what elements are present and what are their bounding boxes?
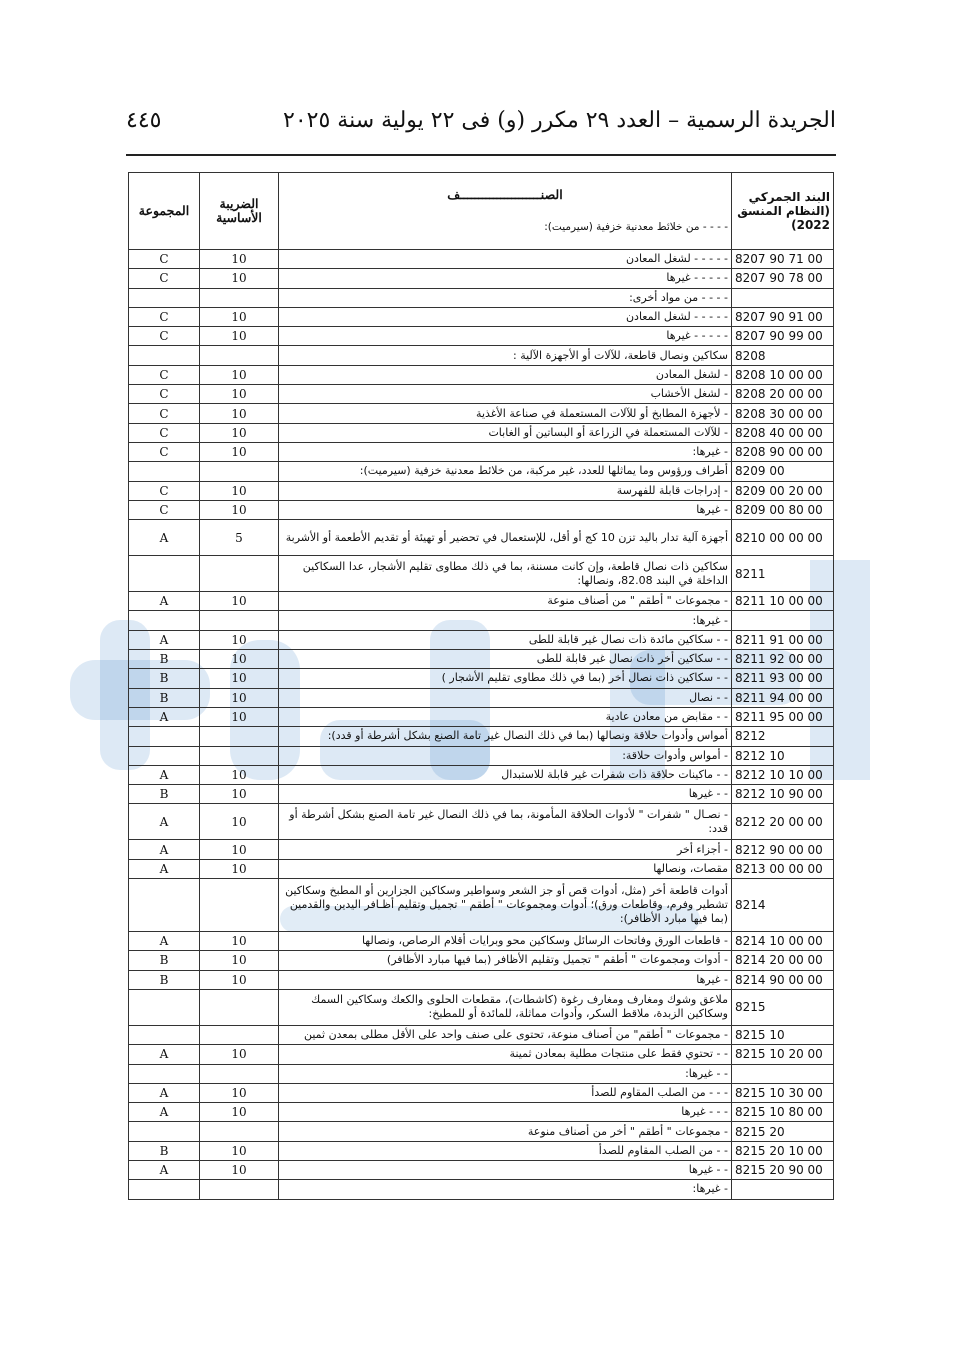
group-cell: B [129,688,200,707]
page-header [126,104,836,144]
group-cell: C [129,307,200,326]
group-cell: A [129,859,200,878]
code-cell: 8208 90 00 00 [732,442,834,461]
rate-cell: 10 [200,859,279,878]
table-row [129,556,834,592]
group-cell: B [129,669,200,688]
rate-cell: 10 [200,630,279,649]
code-cell: 8211 93 00 00 [732,669,834,688]
group-cell: A [129,1160,200,1179]
code-cell: 8215 20 [732,1122,834,1141]
table-row [129,727,834,746]
rate-cell [200,989,279,1025]
code-cell: 8207 90 71 00 [732,250,834,269]
table-row [129,1141,834,1160]
table-row [129,1025,834,1044]
group-cell: B [129,785,200,804]
rate-cell: 10 [200,840,279,859]
table-row [129,932,834,951]
rate-cell: 10 [200,404,279,423]
desc-cell: - أدوات ومجموعات " أطقم " تجميل وتقليم الأظافر (بما فيها مبارد الأظافر) [279,951,732,970]
rate-cell: 10 [200,423,279,442]
group-cell: A [129,932,200,951]
group-cell: B [129,650,200,669]
code-cell: 8211 [732,556,834,592]
desc-cell: - - من الصلب المقاوم للصدأ [279,1141,732,1160]
desc-cell: - أجزاء أخر [279,840,732,859]
table-row [129,1083,834,1102]
table-row [129,346,834,365]
rate-cell [200,727,279,746]
table-row [129,1180,834,1199]
rate-cell: 10 [200,785,279,804]
code-cell: 8210 00 00 00 [732,520,834,556]
table-row [129,746,834,765]
code-cell: 8215 10 80 00 [732,1103,834,1122]
group-cell [129,879,200,932]
desc-cell: أجهزة آلية تدار باليد تزن 10 كج أو أقل، للإستعمال في تحضير أو تهيئة أو تقديم الأطعمة أو الأشربة [279,520,732,556]
code-cell: 8215 20 90 00 [732,1160,834,1179]
group-cell [129,1064,200,1083]
group-cell: A [129,520,200,556]
code-cell: 8211 10 00 00 [732,592,834,611]
rate-cell [200,462,279,481]
group-cell [129,288,200,307]
table-row [129,1122,834,1141]
table-row [129,989,834,1025]
desc-cell: أمواس وأدوات حلاقة ونصالها (بما في ذلك النصال غير تامة الصنع بشكل أشرطة أو قدد): [279,727,732,746]
group-cell: C [129,327,200,346]
header-note: - - - - من خلائط معدنية خزفية (سيرميت): [544,221,728,233]
code-cell: 8212 20 00 00 [732,804,834,840]
table-row [129,442,834,461]
desc-cell: - إدراجات قابلة للفهرسة [279,481,732,500]
rate-cell: 10 [200,592,279,611]
desc-cell: - - ماكينات حلاقة ذات شفرات غير قابلة للاستبدال [279,765,732,784]
group-cell: A [129,707,200,726]
table-row [129,307,834,326]
group-cell: A [129,1083,200,1102]
rate-cell: 10 [200,500,279,519]
desc-cell: - - نصال [279,688,732,707]
group-cell: A [129,1103,200,1122]
desc-cell: - غيرها [279,500,732,519]
group-cell: C [129,423,200,442]
desc-cell: - للآلات المستعملة في الزراعة أو البساتين أو الغابات [279,423,732,442]
desc-cell: - غيرها: [279,1180,732,1199]
group-cell [129,346,200,365]
table-row [129,500,834,519]
desc-cell: - - - - - غيرها [279,327,732,346]
group-cell: B [129,970,200,989]
code-cell: 8214 90 00 00 [732,970,834,989]
table-row [129,423,834,442]
table-row [129,879,834,932]
desc-cell: - نصـال " شفرات " لأدوات الحلاقة المأمونة، بما في ذلك النصال غير تامة الصنع بشكل أشرطة أو قدد: [279,804,732,840]
table-row [129,462,834,481]
group-cell: C [129,385,200,404]
group-cell: A [129,630,200,649]
table-row [129,250,834,269]
desc-cell: - - تحتوي فقط على منتجات مطلية بمعادن ثمينة [279,1045,732,1064]
table-row [129,859,834,878]
desc-cell: - أمواس وأدوات حلاقة: [279,746,732,765]
code-cell: 8211 92 00 00 [732,650,834,669]
desc-cell: - - - - - لشغل المعادن [279,307,732,326]
code-cell: 8207 90 78 00 [732,269,834,288]
table-row [129,1064,834,1083]
header-rate: الضريبة الأساسية [200,173,279,250]
table-row [129,970,834,989]
rate-cell: 10 [200,1045,279,1064]
desc-cell: أطراف ورؤوس وما يماثلها للعدد، غير مركبة، من خلائط معدنية خزفية (سيرميت): [279,462,732,481]
rate-cell: 10 [200,1103,279,1122]
group-cell: C [129,500,200,519]
code-cell: 8212 90 00 00 [732,840,834,859]
desc-cell: - - - غيرها [279,1103,732,1122]
desc-cell: - لشغل الأخشاب [279,385,732,404]
desc-cell: - غيرها: [279,442,732,461]
table-row [129,804,834,840]
group-cell [129,1122,200,1141]
code-cell [732,1064,834,1083]
code-cell: 8215 [732,989,834,1025]
code-cell: 8212 [732,727,834,746]
table-row [129,669,834,688]
table-row [129,327,834,346]
rate-cell [200,556,279,592]
header-divider [126,154,836,156]
code-cell: 8208 10 00 00 [732,365,834,384]
table-header-row [129,173,834,250]
rate-cell: 10 [200,1141,279,1160]
group-cell: C [129,404,200,423]
desc-cell: - غيرها [279,970,732,989]
desc-cell: أدوات قاطعة أخر (مثل، أدوات قص أو جز الشعر وسواطير وسكاكين الجزارين أو المطبخ وسكاكين تشطير وفرم، وقاطعات ورق)؛ أدوات ومجموعات " أطقم " تجميل وتقليم أظـافر اليدين والقدمين (بما فيها مبارد الأظافر): [279,879,732,932]
desc-cell: - غيرها: [279,611,732,630]
rate-cell: 10 [200,250,279,269]
group-cell [129,611,200,630]
group-cell: C [129,481,200,500]
desc-cell: - لشغل المعادن [279,365,732,384]
rate-cell [200,746,279,765]
code-cell: 8214 10 00 00 [732,932,834,951]
rate-cell: 10 [200,481,279,500]
rate-cell [200,1064,279,1083]
table-row [129,1103,834,1122]
rate-cell [200,611,279,630]
code-cell: 8209 00 80 00 [732,500,834,519]
table-row [129,365,834,384]
table-row [129,688,834,707]
rate-cell: 10 [200,650,279,669]
rate-cell: 10 [200,1083,279,1102]
code-cell: 8212 10 90 00 [732,785,834,804]
group-cell: C [129,269,200,288]
rate-cell: 10 [200,269,279,288]
header-desc: الصنــــــــــــــــــــــف [447,187,563,202]
code-cell: 8208 20 00 00 [732,385,834,404]
rate-cell: 10 [200,970,279,989]
header-group: المجموعة [129,173,200,250]
table-row [129,840,834,859]
rate-cell: 10 [200,932,279,951]
group-cell: A [129,804,200,840]
rate-cell [200,1025,279,1044]
group-cell: A [129,592,200,611]
group-cell: C [129,365,200,384]
rate-cell: 10 [200,669,279,688]
rate-cell: 10 [200,688,279,707]
desc-cell: - - سكاكين ذات نصال أخر (بما في ذلك مطاوى تقليم الأشجار ) [279,669,732,688]
desc-cell: - لأجهزة المطابخ أو للآلات المستعملة في صناعة الأغذية [279,404,732,423]
table-row [129,269,834,288]
code-cell [732,288,834,307]
code-cell: 8209 00 [732,462,834,481]
desc-cell: مقصات، ونصالها [279,859,732,878]
desc-cell: - - غيرها: [279,1064,732,1083]
code-cell: 8211 95 00 00 [732,707,834,726]
rate-cell: 10 [200,951,279,970]
code-cell: 8209 00 20 00 [732,481,834,500]
rate-cell: 10 [200,307,279,326]
desc-cell: سكاكين ونصال قاطعة، للآلات أو الأجهزة الآلية : [279,346,732,365]
rate-cell [200,288,279,307]
code-cell: 8214 [732,879,834,932]
group-cell [129,1025,200,1044]
group-cell: C [129,250,200,269]
desc-cell: ملاعق وشوك ومغارف ومغارف رغوة (كاشطات)، مقطعات الحلوى والكعك وسكاكين السمك وسكاكين الزبدة، ملاقط السكر، وأدوات مماثلة، للمائدة أو للمطبخ: [279,989,732,1025]
group-cell: B [129,1141,200,1160]
table-row [129,592,834,611]
table-row [129,1045,834,1064]
code-cell: 8212 10 10 00 [732,765,834,784]
page-title: الجريدة الرسمية – العدد ٢٩ مكرر (و) فى ٢٢ يولية سنة ٢٠٢٥ [283,108,836,133]
table-row [129,611,834,630]
code-cell: 8211 94 00 00 [732,688,834,707]
desc-cell: - - سكاكين أخر ذات نصال غير قابلة للطى [279,650,732,669]
table-row [129,951,834,970]
code-cell: 8215 20 10 00 [732,1141,834,1160]
code-cell: 8215 10 [732,1025,834,1044]
group-cell [129,989,200,1025]
desc-cell: - - - - - غيرها [279,269,732,288]
group-cell [129,462,200,481]
desc-cell: - مجموعات " أطقم " من أصناف منوعة [279,592,732,611]
code-cell: 8215 10 30 00 [732,1083,834,1102]
table-row [129,288,834,307]
code-cell [732,1180,834,1199]
code-cell: 8214 20 00 00 [732,951,834,970]
group-cell: A [129,1045,200,1064]
rate-cell: 10 [200,327,279,346]
desc-cell: - - مقابض من معادن عادية [279,707,732,726]
table-row [129,650,834,669]
table-row [129,520,834,556]
rate-cell: 10 [200,804,279,840]
header-code: البند الجمركي (النظام المنسق 2022) [732,173,834,250]
desc-cell: - قاطعات الورق وفاتحات الرسائل وسكاكين محو وبرايات أقلام الرصاص، ونصالها [279,932,732,951]
rate-cell: 5 [200,520,279,556]
table-body [129,250,834,1200]
desc-cell: - مجموعات " أطقم" من أصناف منوعة، تحتوى على صنف واحد على الأقل مطلى بمعدن ثمين [279,1025,732,1044]
group-cell [129,1180,200,1199]
desc-cell: - - غيرها [279,1160,732,1179]
rate-cell [200,1122,279,1141]
desc-cell: - - سكاكين مائدة ذات نصال غير قابلة للطى [279,630,732,649]
rate-cell: 10 [200,707,279,726]
code-cell: 8208 [732,346,834,365]
group-cell [129,727,200,746]
desc-cell: - - - من الصلب المقاوم للصدأ [279,1083,732,1102]
rate-cell [200,346,279,365]
desc-cell: - - غيرها [279,785,732,804]
code-cell: 8211 91 00 00 [732,630,834,649]
group-cell: B [129,951,200,970]
table-row [129,785,834,804]
table-row [129,765,834,784]
group-cell: A [129,765,200,784]
desc-cell: - - - - من مواد أخرى: [279,288,732,307]
table-row [129,481,834,500]
table-row [129,404,834,423]
rate-cell: 10 [200,765,279,784]
rate-cell [200,879,279,932]
code-cell: 8207 90 91 00 [732,307,834,326]
code-cell: 8207 90 99 00 [732,327,834,346]
rate-cell: 10 [200,1160,279,1179]
table-row [129,1160,834,1179]
rate-cell [200,1180,279,1199]
code-cell: 8212 10 [732,746,834,765]
desc-cell: سكاكين ذات نصال قاطعة، وإن كانت مسننة، بما في ذلك مطاوى تقليم الأشجار، عدا السكاكين الداخلة في البند 82.08، ونصالها: [279,556,732,592]
code-cell: 8213 00 00 00 [732,859,834,878]
table-row [129,707,834,726]
group-cell: A [129,840,200,859]
group-cell [129,746,200,765]
desc-cell: - مجموعات " أطقم " أخر من أصناف منوعة [279,1122,732,1141]
table-row [129,385,834,404]
group-cell: C [129,442,200,461]
code-cell: 8215 10 20 00 [732,1045,834,1064]
group-cell [129,556,200,592]
page-number: ٤٤٥ [126,108,162,133]
code-cell: 8208 30 00 00 [732,404,834,423]
table-row [129,630,834,649]
rate-cell: 10 [200,365,279,384]
desc-cell: - - - - - لشغل المعادن [279,250,732,269]
header-desc-cell [279,173,732,250]
tariff-table [128,172,834,1200]
code-cell [732,611,834,630]
rate-cell: 10 [200,442,279,461]
rate-cell: 10 [200,385,279,404]
code-cell: 8208 40 00 00 [732,423,834,442]
